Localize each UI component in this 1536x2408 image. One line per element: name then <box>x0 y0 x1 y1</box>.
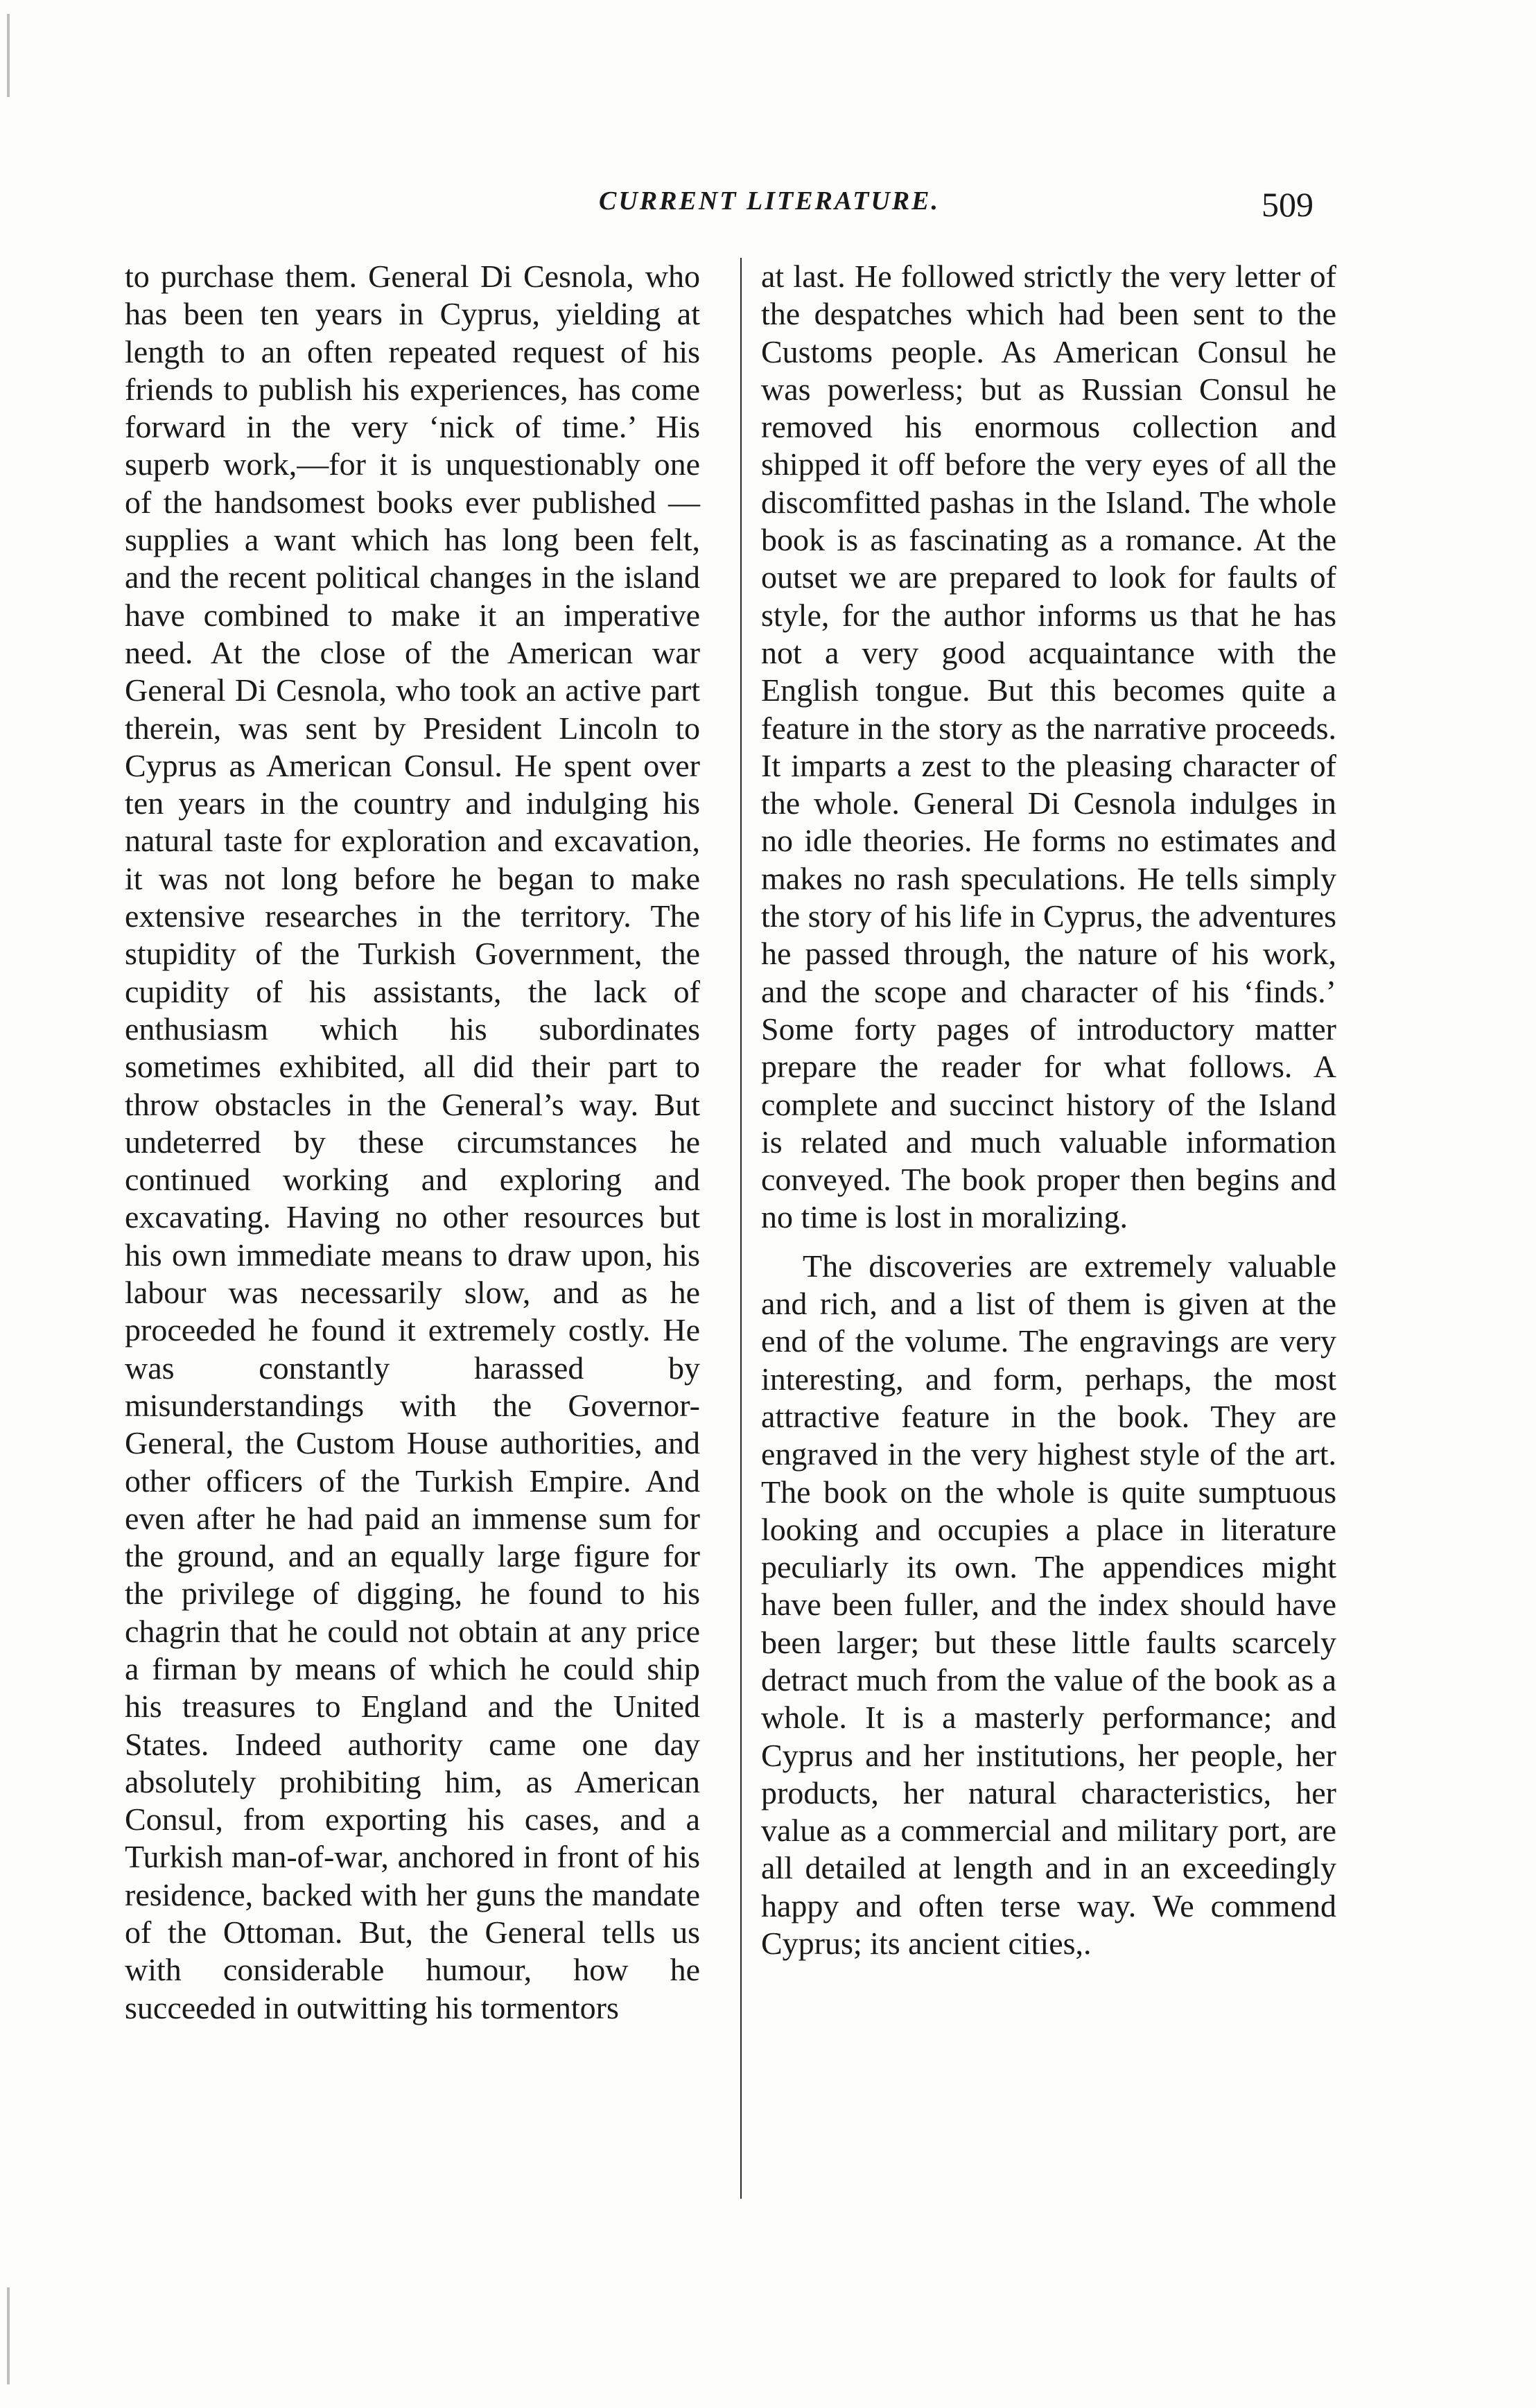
left-column <box>125 258 700 2027</box>
scan-edge-mark <box>7 14 10 97</box>
column-divider <box>740 258 742 2199</box>
running-title: CURRENT LITERATURE. <box>599 186 940 216</box>
paragraph: to purchase them. General Di Cesnola, who has been ten years in Cyprus, yielding at length to an often repeated request of his friends to publish his experiences, has come forward in the very ‘nick of time.’ His superb work,—for it is unquestionably one of the handsomest books ever published —supplies a want which has long been felt, and the recent political changes in the island have combined to make it an imperative need. At the close of the American war General Di Cesnola, who took an active part therein, was sent by President Lincoln to Cyprus as American Consul. He spent over ten years in the country and indulging his natural taste for exploration and excavation, it was not long before he began to make extensive researches in the territory. The stupidity of the Turkish Government, the cupidity of his assistants, the lack of enthusiasm which his subordinates sometimes exhibited, all did their part to throw obstacles in the General’s way. But undeterred by these circumstances he continued working and exploring and excavating. Having no other resources but his own immediate means to draw upon, his labour was necessarily slow, and as he proceeded he found it extremely costly. He was constantly harassed by misunderstandings with the Governor-General, the Custom House authorities, and other officers of the Turkish Empire. And even after he had paid an immense sum for the ground, and an equally large figure for the privilege of digging, he found to his chagrin that he could not obtain at any price a firman by means of which he could ship his treasures to England and the United States. Indeed authority came one day absolutely prohibiting him, as American Consul, from exporting his cases, and a Turkish man-of-war, anchored in front of his residence, backed with her guns the mandate of the Ottoman. But, the General tells us with considerable humour, how he succeeded in outwitting his tormentors <box>125 259 700 2025</box>
paragraph: The discoveries are extremely valuable and rich, and a list of them is given at the end of the volume. The engravings are very interesting, and form, perhaps, the most attractive feature in the book. They are engraved in the very highest style of the art. The book on the whole is quite sumptuous looking and occupies a place in literature peculiarly its own. The appendices might have been fuller, and the index should have been larger; but these little faults scarcely detract much from the value of the book as a whole. It is a masterly performance; and Cyprus and her institutions, her people, her products, her natural characteristics, her value as a commercial and military port, are all detailed at length and in an exceedingly happy and often terse way. We commend Cyprus; its ancient cities,. <box>761 1248 1336 1962</box>
paragraph: at last. He followed strictly the very letter of the despatches which had been sent to the Customs people. As American Consul he was powerless; but as Russian Consul he removed his enormous collection and shipped it off before the very eyes of all the discomfitted pashas in the Island. The whole book is as fascinating as a romance. At the outset we are prepared to look for faults of style, for the author informs us that he has not a very good acquaintance with the English tongue. But this becomes quite a feature in the story as the narrative proceeds. It imparts a zest to the pleasing character of the whole. General Di Cesnola indulges in no idle theories. He forms no estimates and makes no rash speculations. He tells simply the story of his life in Cyprus, the adventures he passed through, the nature of his work, and the scope and character of his ‘finds.’ Some forty pages of introductory matter prepare the reader for what follows. A complete and succinct history of the Island is related and much valuable information conveyed. The book proper then begins and no time is lost in moralizing. <box>761 259 1336 1235</box>
page-number: 509 <box>1262 185 1314 224</box>
scan-edge-mark <box>7 2287 10 2384</box>
right-column <box>761 258 1336 1962</box>
